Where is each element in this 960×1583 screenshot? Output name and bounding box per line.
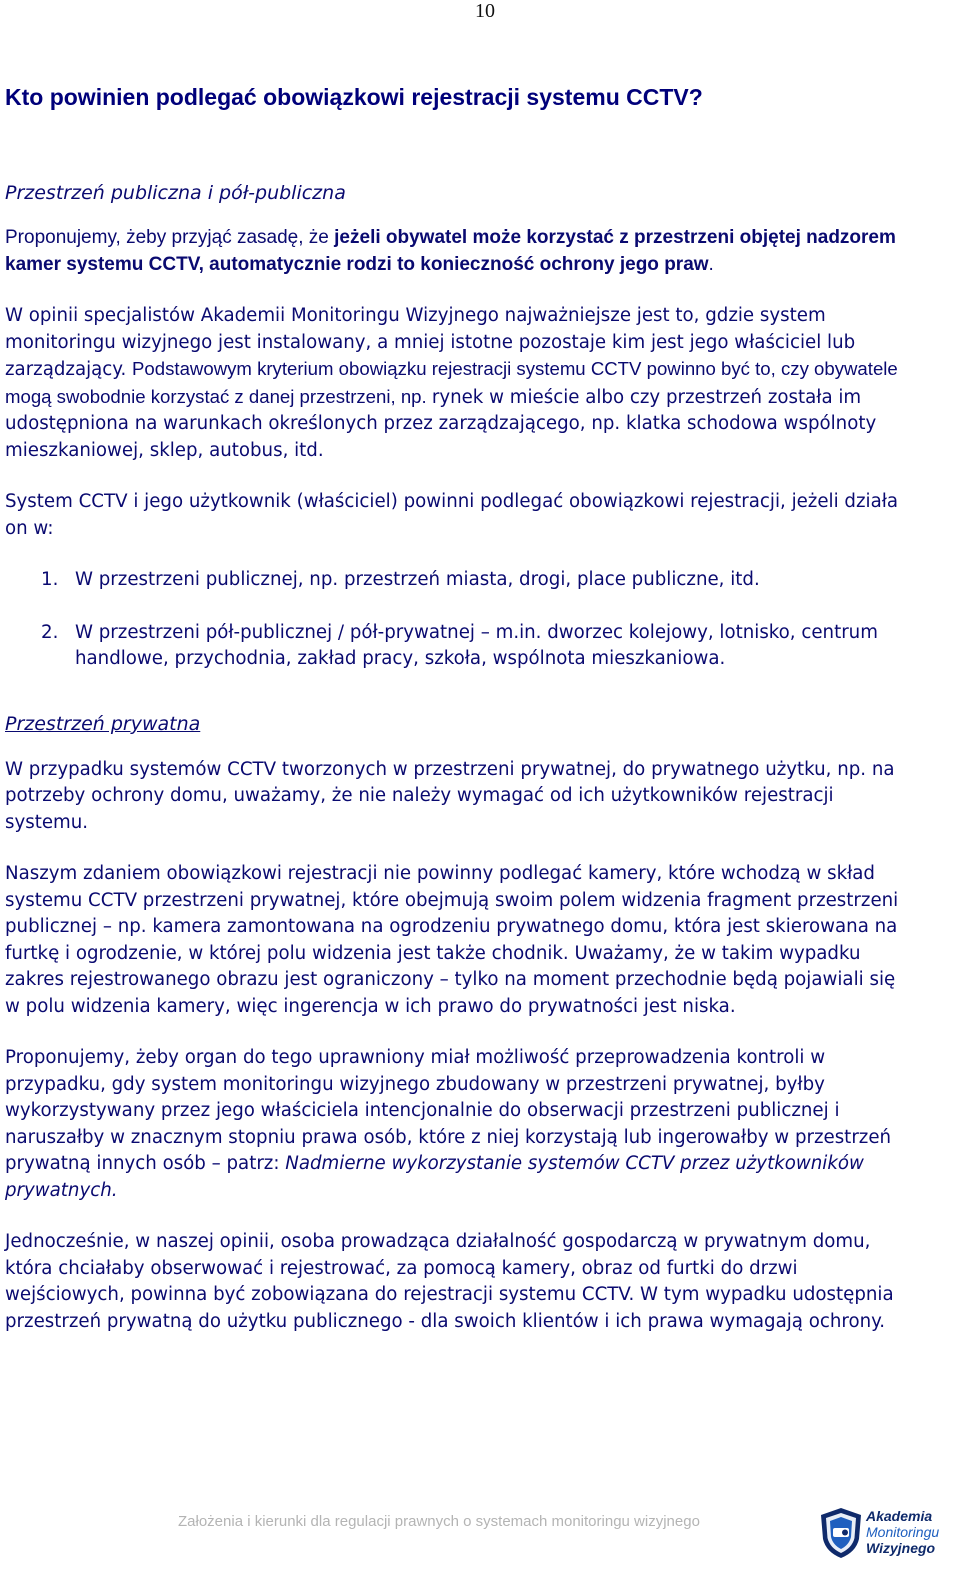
list-item: [5, 567, 905, 594]
logo-line-2: Monitoringu: [866, 1524, 940, 1540]
footer-text: Założenia i kierunki dla regulacji prawnych o systemach monitoringu wizyjnego: [178, 1513, 700, 1530]
principle-intro: Proponujemy, żeby przyjąć zasadę, że: [5, 227, 335, 249]
cross-reference-link[interactable]: Nadmierne wykorzystanie systemów CCTV przez użytkowników prywatnych.: [5, 1153, 864, 1201]
private-use-paragraph: W przypadku systemów CCTV tworzonych w przestrzeni prywatnej, do prywatnego użytku, np. na potrzeby ochrony domu, uważamy, że nie należy wymagać od ich użytkowników rejestracji systemu.: [5, 758, 895, 833]
private-camera-paragraph: Naszym zdaniem obowiązkowi rejestracji nie powinny podlegać kamery, które wchodzą w skład systemu CCTV przestrzeni prywatnej, które obejmują swoim polem widzenia fragment przestrzeni publicznej – np. kamera zamontowana na ogrodzeniu prywatnego domu, która jest skierowana na furtkę i ogrodzenie, w której polu widzenia jest także chodnik. Uważamy, że w takim wypadku zakres rejestrowanego obrazu jest ograniczony – tylko na moment przechodnie będą pojawiali się w polu widzenia kamery, więc ingerencja w ich prawo do prywatności jest niska.: [5, 863, 899, 1017]
section-public-title: Przestrzeń publiczna i pół-publiczna: [5, 181, 346, 204]
registration-scope-list: [5, 567, 905, 673]
list-item: [5, 620, 905, 673]
control-proposal-text: Proponujemy, żeby organ do tego uprawniony miał możliwość przeprowadzenia kontroli w przypadku, gdy system monitoringu wizyjnego zbudowany w przestrzeni prywatnej, byłby wykorzystywany przez jego właściciela intencjonalnie do obserwacji przestrzeni publicznej i naruszałby w znacznym stopniu prawa osób, które z niej korzystają lub ingerowałby w przestrzeń prywatną innych osób – patrz:: [5, 1047, 892, 1175]
page-number: 10: [475, 0, 495, 22]
public-principle-paragraph: [5, 225, 905, 278]
document-content: [5, 84, 905, 1360]
shield-logo-icon: [818, 1506, 864, 1560]
list-item-number: 2.: [41, 621, 59, 643]
principle-end: .: [708, 253, 714, 275]
list-item-text: W przestrzeni publicznej, np. przestrzeń miasta, drogi, place publiczne, itd.: [75, 569, 760, 591]
control-proposal-paragraph: [5, 1045, 905, 1204]
expert-opinion-paragraph: [5, 303, 905, 464]
expert-opinion-part-c: rynek w mieście albo czy przestrzeń została im udostępniona na warunkach określonych przez zarządzającego, np. klatka schodowa wspólnoty mieszkaniowej, sklep, autobus, itd.: [5, 386, 877, 461]
section-private-title: Przestrzeń prywatna: [5, 712, 201, 735]
expert-opinion-part-b: Podstawowym kryterium obowiązku rejestracji systemu CCTV powinno być to, czy obywatele mogą swobodnie korzystać z danej przestrzeni, np.: [5, 358, 898, 407]
list-item-number: 1.: [41, 569, 59, 591]
logo-text: [866, 1508, 939, 1556]
akademia-logo: [818, 1504, 953, 1564]
registration-scope-paragraph: System CCTV i jego użytkownik (właściciel) powinni podlegać obowiązkowi rejestracji, jeżeli działa on w:: [5, 491, 899, 539]
logo-line-1: Akademia: [866, 1508, 933, 1524]
principle-bold: jeżeli obywatel może korzystać z przestrzeni objętej nadzorem kamer systemu CCTV, automatycznie rodzi to konieczność ochrony jego praw: [5, 227, 896, 275]
page-heading: Kto powinien podlegać obowiązkowi rejestracji systemu CCTV?: [5, 84, 703, 110]
list-item-text: W przestrzeni pół-publicznej / pół-prywatnej – m.in. dworzec kolejowy, lotnisko, centrum handlowe, przychodnia, zakład pracy, szkoła, wspólnota mieszkaniowa.: [75, 621, 878, 670]
logo-line-3: Wizyjnego: [866, 1540, 936, 1556]
business-owner-paragraph: Jednocześnie, w naszej opinii, osoba prowadząca działalność gospodarczą w prywatnym domu, która chciałaby obserwować i rejestrować, za pomocą kamery, obraz od furtki do drzwi wejściowych, powinna być zobowiązana do rejestracji systemu CCTV. W tym wypadku udostępnia przestrzeń prywatną do użytku publicznego - dla swoich klientów i ich prawa wymagają ochrony.: [5, 1231, 894, 1332]
expert-opinion-part-a: W opinii specjalistów Akademii Monitoringu Wizyjnego najważniejsze jest to, gdzie system monitoringu wizyjnego jest instalowany, a mniej istotne pozostaje kim jest jego właściciel lub zarządzający.: [5, 305, 856, 381]
